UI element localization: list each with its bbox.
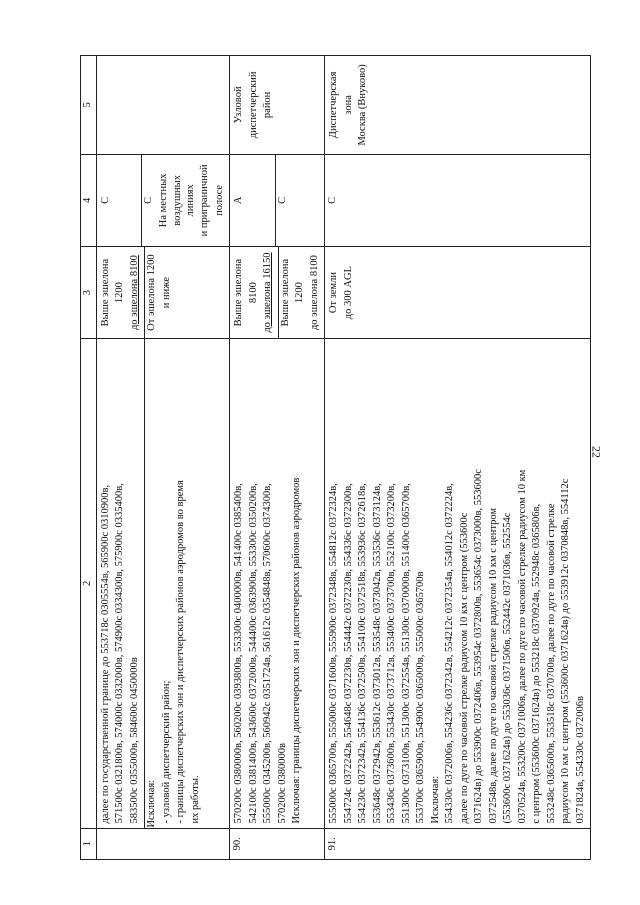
desc-line: с центром (553600с 0371624в) до 553218с 0370924в, 552948с 0365806в,: [531, 503, 542, 824]
class-line: и приграничной: [199, 164, 210, 237]
desc-line: 0371624в) до 553900с 0372406в, 553954с 0372800в, 553654с 0373000в, 553600с: [473, 469, 484, 824]
header-col-1: 1: [81, 828, 97, 859]
desc-line: 553248с 0365600в, 553518с 0370700в, далее по дуге по часовой стрелке: [545, 503, 557, 824]
altitude-line: и ниже: [160, 276, 172, 309]
altitude-line: 1200: [294, 282, 305, 304]
desc-line: 551300с 0373100в, 551300с 0372554в, 551300с 0370000в, 551400с 0365700в,: [400, 483, 412, 824]
altitude-line: до эшелона 8100: [308, 255, 320, 331]
desc-line: 571500с 0321800в, 574000с 0332000в, 574900с 0334300в, 575900с 0335400в,: [114, 483, 125, 824]
row-altitude: [325, 246, 591, 338]
desc-line: 555000с 0365700в, 555000с 0371600в, 555900с 0372348в, 554812с 0372324в,: [328, 483, 339, 824]
zone-name-line: диспетчерский: [247, 71, 259, 139]
row-zone-name: [230, 56, 325, 155]
row-altitude: [96, 246, 230, 338]
zone-name-line: зона: [342, 95, 354, 115]
row-class: [230, 154, 325, 246]
altitude-line: Выше эшелона: [278, 247, 294, 338]
header-row: [81, 56, 97, 860]
class-line: С: [99, 196, 111, 204]
desc-line: 570200с 0380000в, 560200с 0393800в, 553300с 0400000в, 541400с 0385400в,: [233, 483, 244, 824]
desc-line: 0372548в, далее по дуге по часовой стрелке радиусом 10 км с центром: [487, 507, 499, 824]
desc-line: радиусом 10 км с центром (553600с 0371624в) до 553912с 0370848в, 554112с: [560, 478, 571, 824]
row-zone-name: [96, 56, 230, 155]
row-number: 90.: [230, 828, 325, 859]
table-row: [230, 56, 325, 860]
header-col-2: 2: [81, 339, 97, 828]
row-number: [96, 828, 230, 859]
altitude-line: Выше эшелона: [99, 258, 111, 327]
desc-line: 542100с 0381400в, 543600с 0372000в, 544400с 0363900в, 553300с 0350200в,: [247, 483, 259, 824]
class-line: А: [233, 196, 244, 205]
desc-line: далее по дуге по часовой стрелке радиусом 10 км с центром (553600с: [458, 512, 470, 824]
row-class: С: [325, 154, 591, 246]
desc-line: 554230с 0372342в, 554136с 0372500в, 554100с 0372518в, 553936с 0372618в,: [357, 483, 368, 824]
desc-line: далее по государственной границе до 553718с 0305554в, 565900с 0310900в,: [99, 484, 111, 824]
class-line: С: [141, 155, 157, 246]
zone-name-line: Москва (Внуково): [357, 64, 368, 146]
header-col-3: 3: [81, 246, 97, 338]
class-line: С: [275, 155, 291, 246]
row-description: [230, 339, 325, 828]
desc-line: (553600с 0371624в) до 553036с 0371506в, 552442с 0371036в, 552554с: [502, 512, 513, 824]
airspace-table: [80, 55, 591, 860]
row-zone-name: [325, 56, 591, 155]
desc-line: 0370524в, 553200с 0371006в, далее по дуге по часовой стрелке радиусом 10 км: [516, 469, 528, 824]
altitude-line: до эшелона 16150: [262, 252, 273, 333]
desc-line: 554724с 0372242в, 554648с 0372230в, 554442с 0372230в, 554336с 0372300в,: [342, 483, 354, 824]
row-altitude: [230, 246, 325, 338]
table-row: [325, 56, 591, 860]
class-line: На местных: [157, 173, 169, 228]
desc-line: 553700с 0365900в, 554900с 0365000в, 555000с 0365700в: [415, 571, 426, 824]
header-col-5: 5: [81, 56, 97, 155]
desc-line: 555000с 0345200в, 560942с 0351724в, 561612с 0354848в, 570600с 0374300в,: [262, 483, 273, 824]
desc-line: Исключая: границы диспетчерских зон и диспетчерских районов аэродромов: [291, 477, 302, 824]
altitude-line: Выше эшелона: [233, 258, 244, 327]
desc-line: 570200с 0380000в: [276, 743, 288, 824]
header-col-4: 4: [81, 154, 97, 246]
desc-line: Исключая:: [144, 339, 160, 827]
desc-line: 553436с 0373600в, 553430с 0373712в, 553400с 0373700в, 552100с 0373200в,: [386, 483, 397, 824]
class-line: полосе: [213, 184, 225, 216]
altitude-line: От эшелона 1200: [144, 247, 160, 338]
zone-name-line: Узловой: [233, 86, 244, 124]
altitude-line: 1200: [114, 282, 125, 304]
desc-line: 554330с 0372006в, 554236с 0372342в, 554212с 0372354в, 554012с 0372224в,: [444, 483, 455, 824]
desc-line: - узловой диспетчерский район;: [160, 680, 172, 824]
altitude-line: От земли: [328, 272, 339, 314]
altitude-line: до эшелона 8100: [128, 255, 140, 331]
altitude-line: 8100: [247, 282, 259, 304]
desc-line: - границы диспетчерских зон и диспетчерских районов аэродромов во время: [175, 480, 186, 824]
row-description: [325, 339, 591, 828]
altitude-line: до 300 AGL: [342, 266, 354, 320]
desc-line: Исключая:: [429, 775, 441, 824]
page-number: 22: [589, 446, 604, 458]
zone-name-line: Диспетчерская: [328, 71, 339, 139]
class-line: воздушных линиях: [172, 175, 196, 226]
desc-line: 553648с 0372942в, 553612с 0373012в, 553548с 0373042в, 553536с 0373124в,: [371, 483, 383, 824]
row-description: [96, 339, 230, 828]
desc-line: 0371824в, 554330с 0372006в: [574, 696, 586, 824]
zone-name-line: район: [262, 91, 273, 119]
row-class: [96, 154, 230, 246]
desc-line: их работы.: [189, 775, 201, 824]
table-row: [96, 56, 230, 860]
row-number: 91.: [325, 828, 591, 859]
desc-line: 583500с 0355000в, 584600с 0450000в: [128, 657, 140, 824]
rotated-table-container: [80, 55, 586, 860]
